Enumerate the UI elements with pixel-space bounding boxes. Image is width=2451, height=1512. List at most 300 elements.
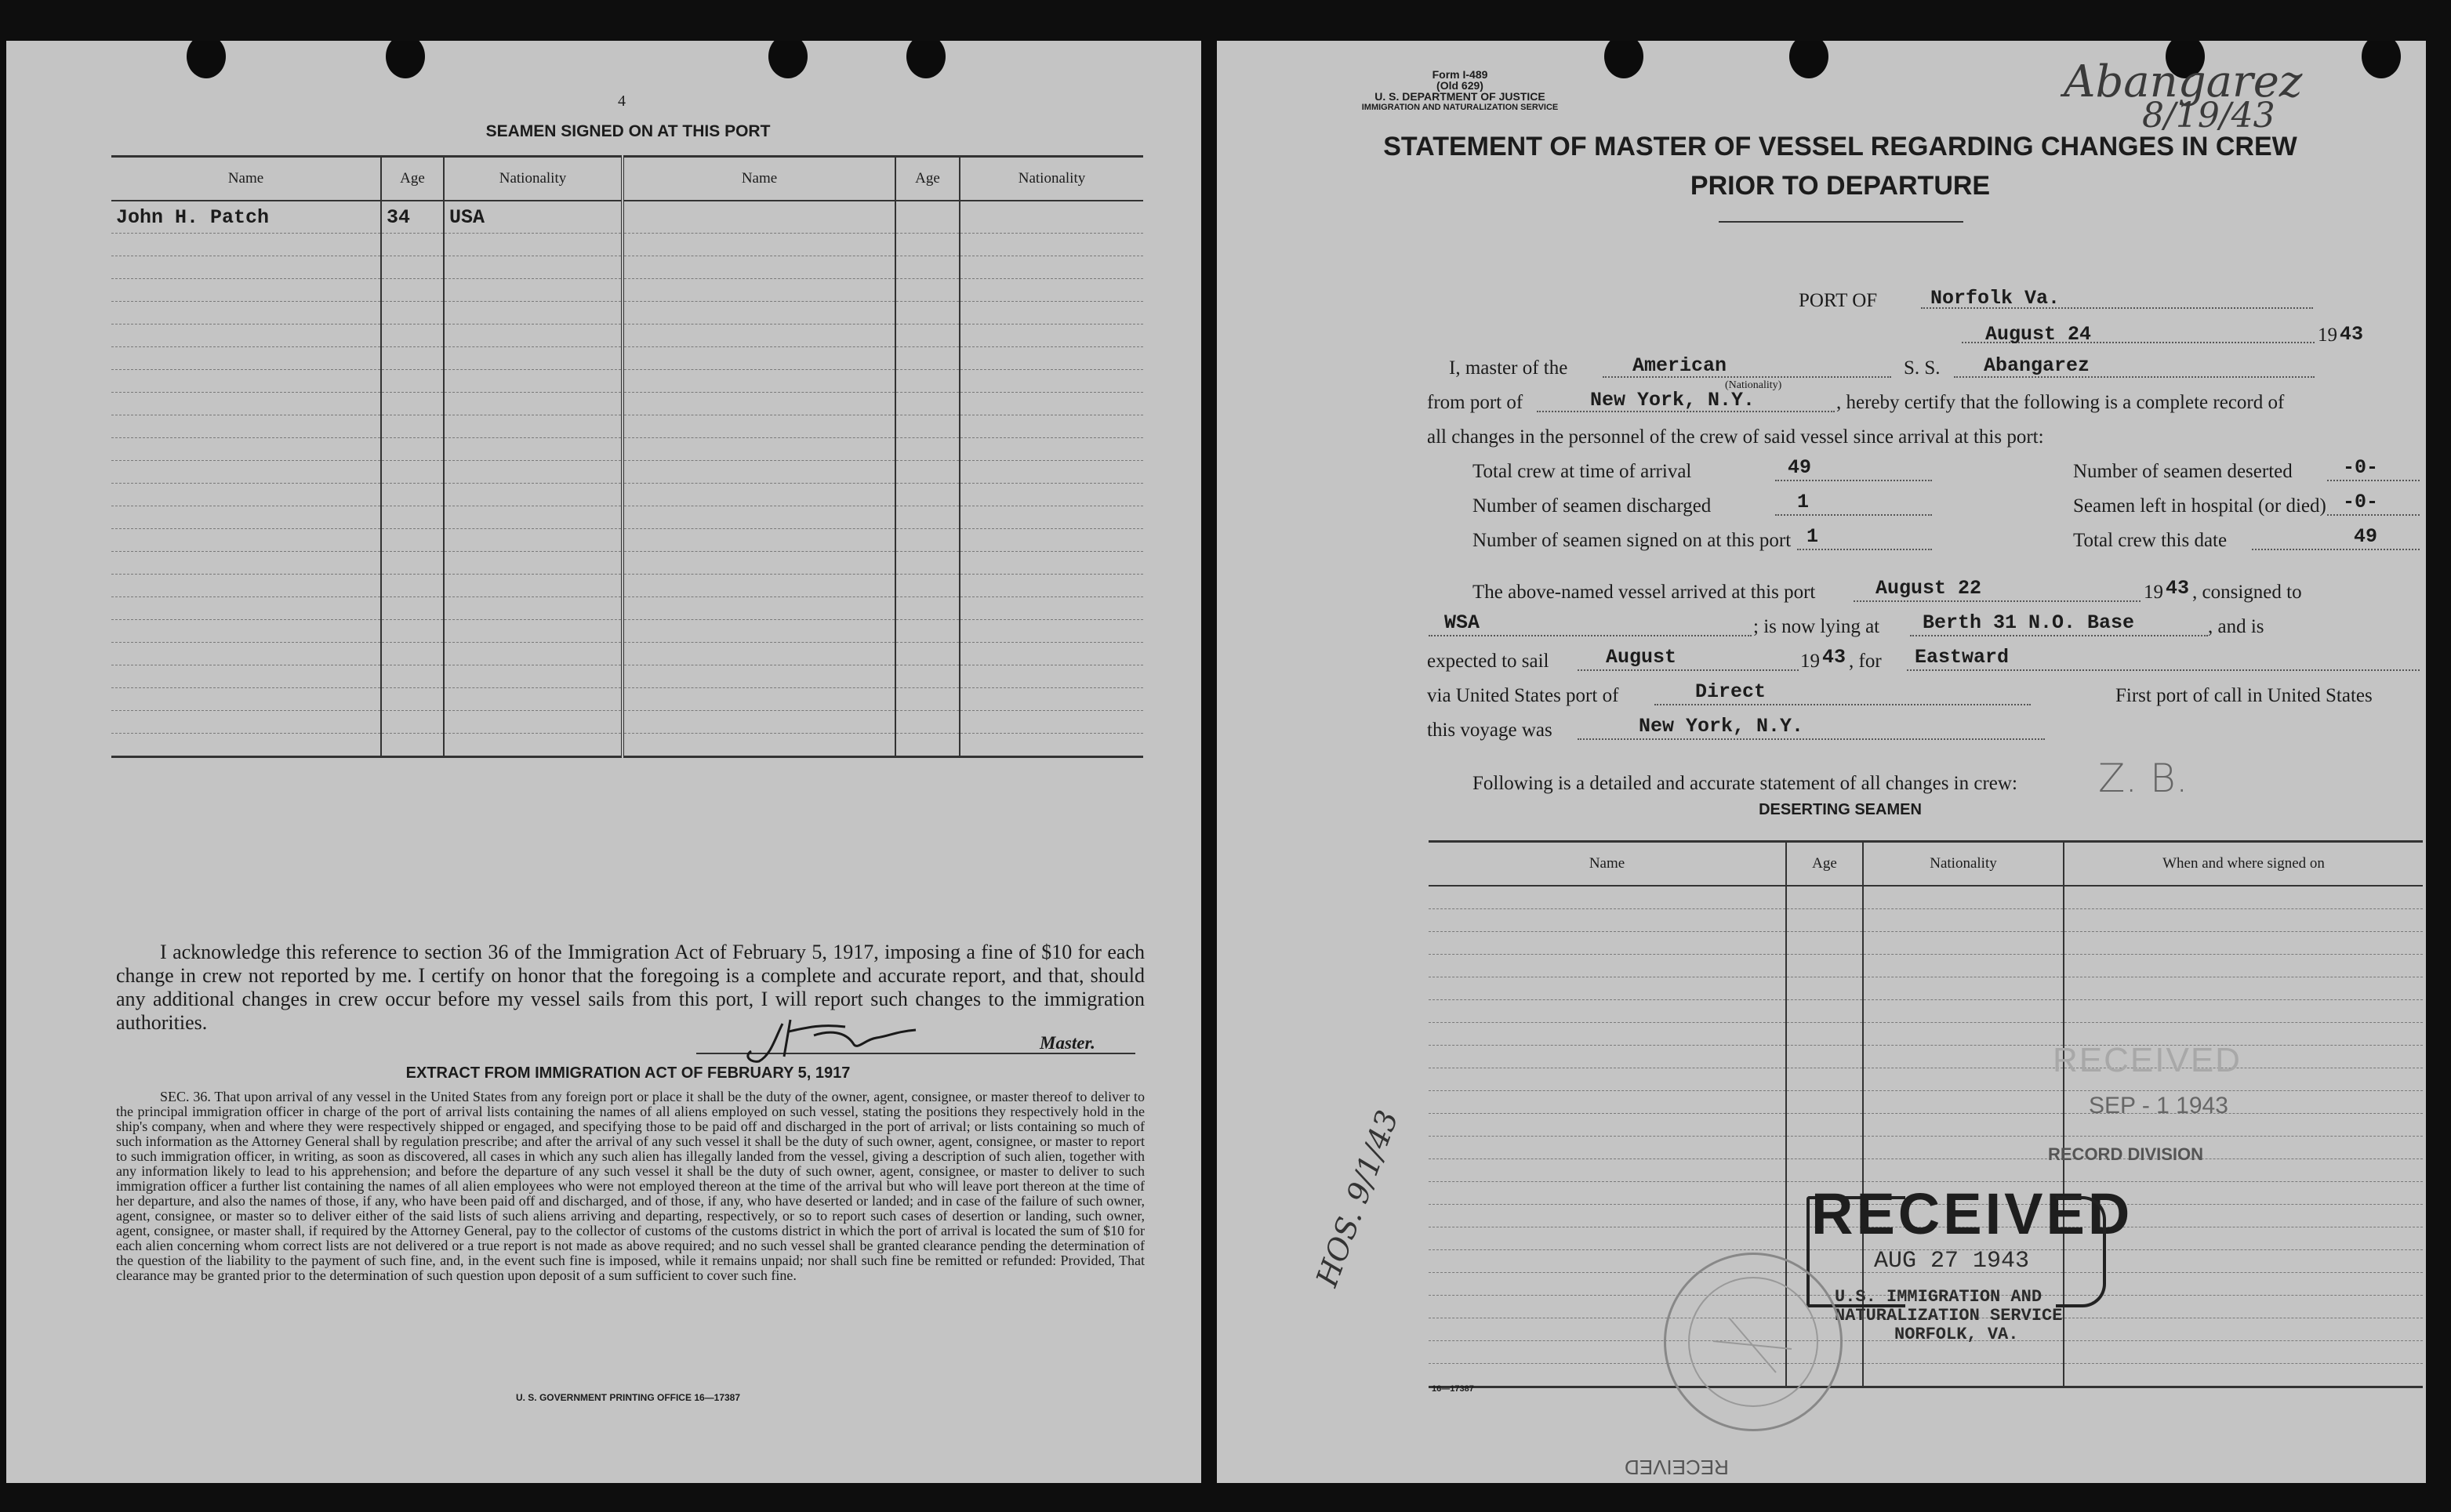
consigned-label: , consigned to xyxy=(2192,582,2302,603)
bottom-received-stamp: RECEIVED xyxy=(1625,1456,1729,1479)
table-cell xyxy=(1429,977,1786,1000)
cell-name-2 xyxy=(623,597,895,620)
cell-age-2 xyxy=(895,393,960,415)
cell-name-2 xyxy=(623,688,895,711)
cell-age-2 xyxy=(895,484,960,506)
table-row xyxy=(111,438,1143,461)
page-number: 4 xyxy=(618,92,626,110)
stat-line xyxy=(1797,549,1932,550)
cell-name-2 xyxy=(623,575,895,597)
cell-nationality xyxy=(444,529,623,552)
cell-name-2 xyxy=(623,279,895,302)
table-cell xyxy=(1863,1159,2064,1182)
table-row xyxy=(111,393,1143,415)
cell-name xyxy=(111,575,381,597)
and-is-label: , and is xyxy=(2208,616,2264,637)
table-cell xyxy=(2064,1296,2423,1318)
cell-name-2 xyxy=(623,234,895,256)
from-port-value: New York, N.Y. xyxy=(1590,389,1756,412)
cell-name xyxy=(111,665,381,688)
table-row xyxy=(111,201,1143,234)
cell-name xyxy=(111,234,381,256)
punch-hole xyxy=(2362,41,2401,78)
cell-age xyxy=(381,665,444,688)
table-cell xyxy=(1786,1091,1863,1114)
cell-nationality-2 xyxy=(960,201,1143,234)
stat-line xyxy=(1775,480,1932,481)
table-cell xyxy=(1429,1227,1786,1250)
cell-age-2 xyxy=(895,201,960,234)
cell-nationality-2 xyxy=(960,529,1143,552)
for-value: Eastward xyxy=(1915,646,2010,669)
form-old-number: (Old 629) xyxy=(1436,79,1483,92)
table-cell xyxy=(1863,1046,2064,1068)
stat-label-total-date: Total crew this date xyxy=(2073,530,2228,551)
for-label: , for xyxy=(1849,651,1882,672)
cell-name xyxy=(111,325,381,347)
table-cell xyxy=(1863,955,2064,977)
col-name: Name xyxy=(1429,842,1786,887)
cell-age xyxy=(381,597,444,620)
cell-name-2 xyxy=(623,620,895,643)
cell-nationality xyxy=(444,484,623,506)
aug-date-stamp: AUG 27 1943 xyxy=(1874,1248,2030,1275)
table-row xyxy=(1429,1137,2423,1159)
cell-nationality-2 xyxy=(960,506,1143,529)
table-row xyxy=(1429,1000,2423,1023)
table-cell xyxy=(1863,1000,2064,1023)
cell-age xyxy=(381,438,444,461)
cell-nationality-2 xyxy=(960,734,1143,757)
cell-nationality xyxy=(444,438,623,461)
cell-age-2 xyxy=(895,688,960,711)
ss-label: S. S. xyxy=(1904,357,1941,379)
table-cell xyxy=(1786,932,1863,955)
table-cell xyxy=(2064,1250,2423,1273)
title-underline xyxy=(1719,221,1963,223)
cell-age-2 xyxy=(895,620,960,643)
col-name-2: Name xyxy=(623,157,895,201)
table-cell xyxy=(1786,1114,1863,1137)
certify-text-1: , hereby certify that the following is a complete record of xyxy=(1836,392,2285,413)
cell-nationality-2 xyxy=(960,234,1143,256)
table-cell xyxy=(1786,1000,1863,1023)
table-cell xyxy=(2064,1364,2423,1387)
cell-name-2 xyxy=(623,506,895,529)
table-cell xyxy=(1429,1114,1786,1137)
table-cell xyxy=(1429,909,1786,932)
cell-age xyxy=(381,325,444,347)
cell-nationality-2 xyxy=(960,575,1143,597)
cell-name xyxy=(111,688,381,711)
cell-age-2 xyxy=(895,415,960,438)
table-row xyxy=(1429,1046,2423,1068)
round-seal xyxy=(1664,1253,1843,1431)
table-row xyxy=(111,620,1143,643)
table-cell xyxy=(1863,886,2064,909)
handwritten-margin-note xyxy=(1309,1106,1405,1291)
stat-label-deserted: Number of seamen deserted xyxy=(2073,461,2293,482)
stat-value-total-arrival: 49 xyxy=(1788,456,1812,479)
cell-name xyxy=(111,529,381,552)
cell-name xyxy=(111,438,381,461)
cell-age xyxy=(381,711,444,734)
table-cell xyxy=(1429,1000,1786,1023)
table-cell xyxy=(1863,1114,2064,1137)
handwritten-initials: Z. B. xyxy=(2098,756,2188,801)
table-cell xyxy=(1786,955,1863,977)
service-name: IMMIGRATION AND NATURALIZATION SERVICE xyxy=(1361,103,1559,112)
cell-name xyxy=(111,461,381,484)
handwritten-ship-name: Abangarez xyxy=(2064,56,2303,107)
table-cell xyxy=(1429,1182,1786,1205)
table-cell xyxy=(1863,909,2064,932)
table-row xyxy=(1429,977,2423,1000)
form-title-line2: PRIOR TO DEPARTURE xyxy=(1690,171,1991,201)
cell-nationality-2 xyxy=(960,597,1143,620)
table-cell xyxy=(1863,977,2064,1000)
cell-nationality-2 xyxy=(960,484,1143,506)
cell-nationality xyxy=(444,461,623,484)
service-stamp-line2: NATURALIZATION SERVICE xyxy=(1835,1306,2063,1325)
cell-age-2 xyxy=(895,438,960,461)
cell-name-2 xyxy=(623,201,895,234)
cell-nationality xyxy=(444,506,623,529)
stat-label-hospital: Seamen left in hospital (or died) xyxy=(2073,495,2326,517)
cell-nationality xyxy=(444,347,623,370)
cell-age xyxy=(381,620,444,643)
col-name: Name xyxy=(111,157,381,201)
cell-age-2 xyxy=(895,734,960,757)
cell-nationality xyxy=(444,552,623,575)
table-row xyxy=(111,529,1143,552)
cell-name-2 xyxy=(623,552,895,575)
faint-received-stamp: RECEIVED xyxy=(2053,1041,2242,1079)
table-cell xyxy=(1429,1091,1786,1114)
cell-nationality-2 xyxy=(960,325,1143,347)
printing-office-footer: U. S. GOVERNMENT PRINTING OFFICE 16—17387 xyxy=(515,1392,741,1403)
table-cell xyxy=(1863,1364,2064,1387)
table-cell xyxy=(1863,1023,2064,1046)
cell-name-2 xyxy=(623,484,895,506)
date-year: 43 xyxy=(2340,323,2364,346)
cell-nationality xyxy=(444,575,623,597)
table-cell xyxy=(2064,1341,2423,1364)
table-cell xyxy=(1863,1137,2064,1159)
cell-age xyxy=(381,370,444,393)
extract-text: SEC. 36. That upon arrival of any vessel in the United States from any foreign port or place it shall be the duty of the owner, agent, consignee, or master thereof to deliver to the principal immigration officer in charge of the port of arrival lists containing the names of all aliens employed on such vessel, stating the positions they respectively hold in the ship's company, when and where they were respectively shipped or engaged, and specifying those to be paid off and discharged in the port of arrival; or lists containing so much of such information as the Attorney General shall by regulation prescribe; and after the arrival of any such vessel it shall be the duty of such owner, agent, consignee, or master to report to such immigration officer, in writing, as soon as discovered, all cases in which any such alien has illegally landed from the vessel, giving a description of such alien, together with any information likely to lead to his apprehension; and before the departure of any such vessel it shall be the duty of such owner, agent, consignee, or master to deliver to such immigration officer a further list containing the names of all alien employees who were not employed thereon at the time of the arrival but who will leave port thereon at the time of her departure, and also the names of those, if any, who have been paid off and discharged, and of those, if any, who have deserted or landed; and in case of the failure of such owner, agent, consignee, or master so to deliver either of the said lists of such aliens arriving and departing, respectively, or so to report such cases of desertion or landing, such owner, agent, consignee, or master shall, if required by the Attorney General, pay to the collector of customs of the customs district in which the port of arrival is located the sum of $10 for each alien concerning whom correct lists are not delivered or a true report is not made as above required; and no such vessel shall be granted clearance pending the determination of the question of the liability to the payment of such fine, and, in the event such fine is imposed, while it remains unpaid; nor shall such fine be remitted or refunded: Provided, That clearance may be granted prior to the determination of such question upon deposit of a sum sufficient to cover such fine. xyxy=(116,1089,1145,1283)
table-row xyxy=(1429,932,2423,955)
cell-name xyxy=(111,506,381,529)
stat-line xyxy=(1775,514,1932,516)
punch-hole xyxy=(1789,41,1828,78)
handwritten-date: 8/19/43 xyxy=(2142,96,2275,136)
table-cell xyxy=(1786,977,1863,1000)
cell-age: 34 xyxy=(381,201,444,234)
table-cell xyxy=(2064,1318,2423,1341)
cell-age-2 xyxy=(895,597,960,620)
cell-nationality xyxy=(444,711,623,734)
stat-line xyxy=(2252,549,2420,550)
table-cell xyxy=(1429,932,1786,955)
table-row xyxy=(111,575,1143,597)
cell-age xyxy=(381,302,444,325)
cell-nationality xyxy=(444,597,623,620)
cell-nationality xyxy=(444,688,623,711)
cell-nationality xyxy=(444,620,623,643)
stat-value-deserted: -0- xyxy=(2343,456,2379,479)
sail-year: 43 xyxy=(1822,646,1846,669)
col-age-2: Age xyxy=(895,157,960,201)
cell-age xyxy=(381,256,444,279)
ship-value: Abangarez xyxy=(1984,354,2090,377)
cell-nationality xyxy=(444,370,623,393)
cell-nationality xyxy=(444,643,623,665)
cell-name xyxy=(111,711,381,734)
left-page xyxy=(6,41,1201,1483)
table-row xyxy=(1429,1114,2423,1137)
this-voyage-line xyxy=(1578,738,2045,740)
cell-age xyxy=(381,347,444,370)
table-cell xyxy=(2064,886,2423,909)
table-cell xyxy=(2064,932,2423,955)
cell-name-2 xyxy=(623,711,895,734)
table-cell xyxy=(1786,1023,1863,1046)
cell-name xyxy=(111,734,381,757)
deserting-title: DESERTING SEAMEN xyxy=(1759,801,1922,818)
table-cell xyxy=(2064,955,2423,977)
table-row xyxy=(111,370,1143,393)
cell-age-2 xyxy=(895,643,960,665)
cell-age xyxy=(381,688,444,711)
table-cell xyxy=(1429,955,1786,977)
cell-age xyxy=(381,484,444,506)
cell-name-2 xyxy=(623,529,895,552)
cell-name xyxy=(111,415,381,438)
cell-nationality-2 xyxy=(960,688,1143,711)
table-row xyxy=(1429,1068,2423,1091)
table-row xyxy=(111,279,1143,302)
table-row xyxy=(111,665,1143,688)
cell-name xyxy=(111,370,381,393)
cell-name-2 xyxy=(623,256,895,279)
cell-age-2 xyxy=(895,665,960,688)
punch-hole xyxy=(386,41,425,78)
table-row xyxy=(1429,886,2423,909)
form-header xyxy=(1264,69,1656,113)
table-row xyxy=(111,234,1143,256)
cell-age-2 xyxy=(895,552,960,575)
table-cell xyxy=(1863,1091,2064,1114)
extract-title: EXTRACT FROM IMMIGRATION ACT OF FEBRUARY 5, 1917 xyxy=(405,1064,851,1082)
punch-hole xyxy=(187,41,226,78)
cell-age-2 xyxy=(895,325,960,347)
table-cell xyxy=(1429,1137,1786,1159)
table-row xyxy=(111,461,1143,484)
table-row xyxy=(111,711,1143,734)
nationality-value: American xyxy=(1632,354,1727,377)
table-row xyxy=(1429,1091,2423,1114)
cell-name xyxy=(111,302,381,325)
department-name: U. S. DEPARTMENT OF JUSTICE xyxy=(1374,90,1545,103)
service-stamp-line3: NORFOLK, VA. xyxy=(1894,1325,2019,1344)
cell-age-2 xyxy=(895,461,960,484)
table-row xyxy=(1429,955,2423,977)
cell-nationality xyxy=(444,234,623,256)
cell-nationality-2 xyxy=(960,393,1143,415)
cell-nationality xyxy=(444,393,623,415)
master-label: Master. xyxy=(1040,1033,1095,1053)
cell-age-2 xyxy=(895,347,960,370)
stamp-bracket-right xyxy=(2056,1196,2106,1307)
cell-nationality xyxy=(444,256,623,279)
cell-name xyxy=(111,279,381,302)
cell-name-2 xyxy=(623,393,895,415)
cell-name-2 xyxy=(623,665,895,688)
section-title: SEAMEN SIGNED ON AT THIS PORT xyxy=(485,122,771,140)
table-cell xyxy=(2064,1000,2423,1023)
table-cell xyxy=(1863,1068,2064,1091)
this-voyage-label: this voyage was xyxy=(1427,720,1552,741)
acknowledgement-text: I acknowledge this reference to section 36 of the Immigration Act of February 5, 1917, imposing a fine of $10 for each change in crew not reported by me. I certify on honor that the foregoing is a complete and accurate report, and that, should any additional changes in crew occur before my vessel sails from this port, I will report such changes to the immigration authorities. xyxy=(116,941,1145,1034)
via-value: Direct xyxy=(1695,680,1767,703)
table-cell xyxy=(1786,909,1863,932)
table-cell xyxy=(1786,886,1863,909)
cell-name xyxy=(111,597,381,620)
cell-age-2 xyxy=(895,575,960,597)
cell-nationality-2 xyxy=(960,643,1143,665)
cell-age xyxy=(381,734,444,757)
expected-label: expected to sail xyxy=(1427,651,1549,672)
cell-nationality xyxy=(444,302,623,325)
table-cell xyxy=(2064,977,2423,1000)
cell-age xyxy=(381,234,444,256)
lying-label: ; is now lying at xyxy=(1753,616,1880,637)
cell-name-2 xyxy=(623,734,895,757)
certify-text-2: all changes in the personnel of the crew of said vessel since arrival at this port: xyxy=(1427,426,2044,448)
lying-value: Berth 31 N.O. Base xyxy=(1923,611,2135,634)
port-label: PORT OF xyxy=(1799,290,1878,311)
stat-label-signed-on: Number of seamen signed on at this port xyxy=(1472,530,1792,551)
col-age: Age xyxy=(381,157,444,201)
cell-age xyxy=(381,552,444,575)
table-row xyxy=(111,256,1143,279)
table-cell xyxy=(1863,932,2064,955)
consignee-value: WSA xyxy=(1444,611,1480,634)
cell-age xyxy=(381,643,444,665)
date-value: August 24 xyxy=(1985,323,2092,346)
cell-name xyxy=(111,643,381,665)
stat-line xyxy=(2327,480,2420,481)
cell-age xyxy=(381,415,444,438)
from-port-label: from port of xyxy=(1427,392,1523,413)
first-port-label: First port of call in United States xyxy=(2115,685,2373,706)
stat-value-discharged: 1 xyxy=(1797,491,1810,513)
cell-name-2 xyxy=(623,438,895,461)
table-cell xyxy=(1786,1068,1863,1091)
arrived-value: August 22 xyxy=(1875,577,1982,600)
cell-age xyxy=(381,461,444,484)
punch-hole xyxy=(906,41,946,78)
cell-nationality-2 xyxy=(960,438,1143,461)
cell-age-2 xyxy=(895,529,960,552)
stat-line xyxy=(2327,514,2420,516)
master-of-label: I, master of the xyxy=(1449,357,1568,379)
table-row xyxy=(111,688,1143,711)
cell-name xyxy=(111,484,381,506)
arrived-year-prefix: 19 xyxy=(2144,582,2163,603)
table-row xyxy=(111,302,1143,325)
cell-nationality xyxy=(444,279,623,302)
cell-nationality-2 xyxy=(960,665,1143,688)
via-line xyxy=(1654,704,2031,705)
received-big-stamp: RECEIVED xyxy=(1811,1181,2133,1246)
stat-label-total-arrival: Total crew at time of arrival xyxy=(1472,461,1692,482)
cell-age-2 xyxy=(895,256,960,279)
cell-name-2 xyxy=(623,461,895,484)
cell-name-2 xyxy=(623,370,895,393)
table-row xyxy=(111,597,1143,620)
cell-name-2 xyxy=(623,347,895,370)
sail-year-prefix: 19 xyxy=(1800,651,1820,672)
cell-age-2 xyxy=(895,506,960,529)
cell-name: John H. Patch xyxy=(111,201,381,234)
cell-age xyxy=(381,575,444,597)
stat-value-total-date: 49 xyxy=(2354,525,2378,548)
cell-nationality-2 xyxy=(960,415,1143,438)
for-line xyxy=(1907,669,2420,671)
cell-name-2 xyxy=(623,643,895,665)
cell-nationality: USA xyxy=(444,201,623,234)
cell-nationality-2 xyxy=(960,347,1143,370)
table-row xyxy=(111,552,1143,575)
arrived-line xyxy=(1854,600,2141,602)
form-number: Form I-489 xyxy=(1432,68,1488,81)
table-row xyxy=(1429,909,2423,932)
cell-age xyxy=(381,279,444,302)
this-voyage-value: New York, N.Y. xyxy=(1639,715,1804,738)
table-cell xyxy=(1786,1159,1863,1182)
cell-age xyxy=(381,393,444,415)
table-cell xyxy=(1429,1068,1786,1091)
cell-age-2 xyxy=(895,302,960,325)
col-when-where: When and where signed on xyxy=(2064,842,2423,887)
punch-hole xyxy=(768,41,808,78)
table-row xyxy=(1429,1364,2423,1387)
table-cell xyxy=(1786,1046,1863,1068)
nationality-caption: (Nationality) xyxy=(1725,379,1782,391)
cell-nationality xyxy=(444,415,623,438)
following-text: Following is a detailed and accurate statement of all changes in crew: xyxy=(1472,773,2017,794)
cell-age-2 xyxy=(895,279,960,302)
cell-name xyxy=(111,393,381,415)
table-cell xyxy=(1429,886,1786,909)
cell-name xyxy=(111,620,381,643)
cell-age-2 xyxy=(895,711,960,734)
stat-value-hospital: -0- xyxy=(2343,491,2379,513)
table-row xyxy=(111,325,1143,347)
service-stamp-line1: U.S. IMMIGRATION AND xyxy=(1835,1287,2042,1307)
cell-nationality xyxy=(444,665,623,688)
table-cell xyxy=(2064,1273,2423,1296)
table-cell xyxy=(2064,909,2423,932)
cell-nationality-2 xyxy=(960,370,1143,393)
cell-name xyxy=(111,552,381,575)
seamen-signed-on-table xyxy=(111,155,1143,758)
arrived-year: 43 xyxy=(2166,577,2190,600)
table-cell xyxy=(1429,1023,1786,1046)
table-cell xyxy=(1429,1159,1786,1182)
